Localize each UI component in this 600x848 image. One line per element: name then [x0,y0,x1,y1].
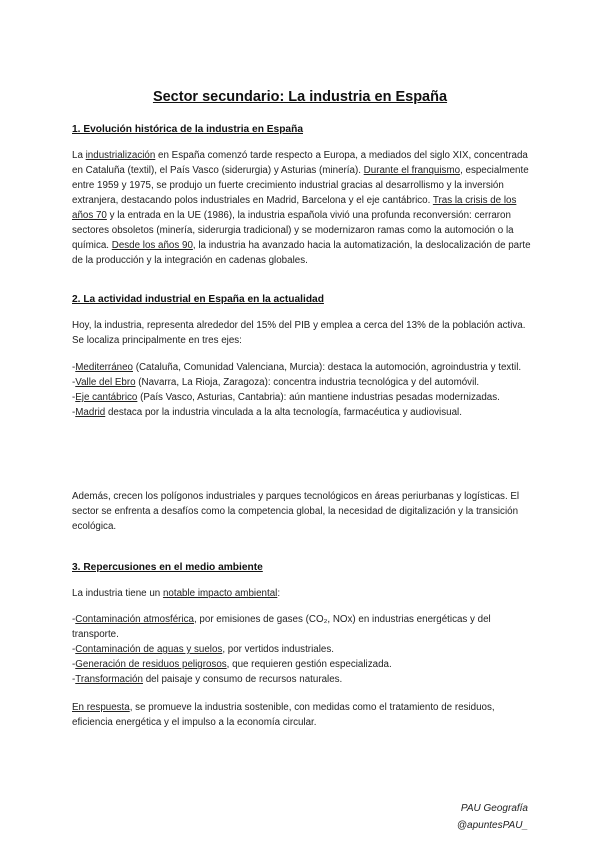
underlined-term: Tras la crisis de los años 70 [72,195,517,221]
underlined-term: Desde los años 90 [111,240,193,251]
footer-subject: PAU Geografía [460,803,528,814]
underlined-term: Generación de residuos peligrosos [75,659,227,670]
list-item: -Mediterráneo (Cataluña, Comunidad Valenciana, Murcia): destaca la automoción, agroindustria y textil. [72,362,522,373]
underlined-term: Contaminación atmosférica [75,614,194,625]
text: destaca por la industria vinculada a la alta tecnología, farmacéutica y audiovisual. [105,407,462,418]
page-title: Sector secundario: La industria en España [152,89,448,105]
list-item: -Valle del Ebro (Navarra, La Rioja, Zaragoza): concentra industria tecnológica y del automóvil. [72,377,480,388]
text: , por vertidos industriales. [222,644,334,655]
text: , la industria ha avanzado hacia la automatización, la deslocalización de parte de la producción y la integración en cadenas globales. [72,240,531,266]
section-2-heading: 2. La actividad industrial en España en la actualidad [72,294,324,305]
text: del paisaje y consumo de recursos naturales. [142,674,343,685]
list-item: -Contaminación atmosférica, por emisiones de gases (CO₂, NOx) en industrias energéticas y del transporte. [72,614,491,640]
underlined-term: notable impacto ambiental [162,588,278,599]
text: en España comenzó tarde respecto a Europa, a mediados del siglo XIX, concentrada en Cataluña (textil), el País Vasco (siderurgia) y Asturias (minería). [72,150,528,176]
list-item: -Transformación del paisaje y consumo de recursos naturales. [72,674,343,685]
section-2-intro: Hoy, la industria, representa alrededor del 15% del PIB y emplea a cerca del 13% de la población activa. Se localiza principalmente en tres ejes: [72,320,526,346]
section-1-heading: 1. Evolución histórica de la industria en España [72,124,303,135]
text: , que requieren gestión especializada. [226,659,392,670]
footer-handle: @apuntesPAU_ [456,820,528,831]
section-2-list [72,360,534,420]
text: La industria tiene un [72,588,163,599]
list-item: -Generación de residuos peligrosos, que requieren gestión especializada. [72,659,392,670]
section-2-outro: Además, crecen los polígonos industriales y parques tecnológicos en áreas periurbanas y logísticas. El sector se enfrenta a desafíos como la competencia global, la necesidad de digitalización y la transición ecológica. [72,491,520,532]
text: , por emisiones de gases (CO₂, NOx) en industrias energéticas y del transporte. [72,614,491,640]
section-3-intro [72,586,534,601]
text: La [72,150,86,161]
list-item: -Contaminación de aguas y suelos, por vertidos industriales. [72,644,334,655]
text: , se promueve la industria sostenible, con medidas como el tratamiento de residuos, eficiencia energética y el impulso a la economía circular. [72,702,495,728]
underlined-term: Mediterráneo [75,362,133,373]
underlined-term: Transformación [75,674,143,685]
underlined-term: industrialización [85,150,156,161]
text: , especialmente entre 1959 y 1975, se produjo un fuerte crecimiento industrial gracias al desarrollismo y la inversión extranjera, destacando polos industriales en Madrid, Barcelona y el eje cantábrico. [72,165,529,206]
section-3-heading: 3. Repercusiones en el medio ambiente [72,562,263,573]
underlined-term: En respuesta [72,702,130,713]
list-item: -Madrid destaca por la industria vinculada a la alta tecnología, farmacéutica y audiovisual. [72,407,462,418]
section-3-list [72,612,534,687]
section-3-closing [72,700,534,730]
underlined-term: Madrid [75,407,106,418]
underlined-term: Contaminación de aguas y suelos [75,644,223,655]
list-item: -Eje cantábrico (País Vasco, Asturias, Cantabria): aún mantiene industrias pesadas modernizadas. [72,392,500,403]
underlined-term: Durante el franquismo [363,165,461,176]
text: (Navarra, La Rioja, Zaragoza): concentra industria tecnológica y del automóvil. [135,377,480,388]
text: (País Vasco, Asturias, Cantabria): aún mantiene industrias pesadas modernizadas. [137,392,500,403]
underlined-term: Valle del Ebro [75,377,136,388]
text: y la entrada en la UE (1986), la industria española vivió una profunda reconversión: cerraron sectores obsoletos (minería, siderurgia tradicional) y se modernizaron ramas como la automoción o la química. [72,210,514,251]
text: : [277,588,281,599]
text: (Cataluña, Comunidad Valenciana, Murcia): destaca la automoción, agroindustria y textil. [133,362,522,373]
underlined-term: Eje cantábrico [75,392,138,403]
section-1-paragraph [72,148,534,268]
